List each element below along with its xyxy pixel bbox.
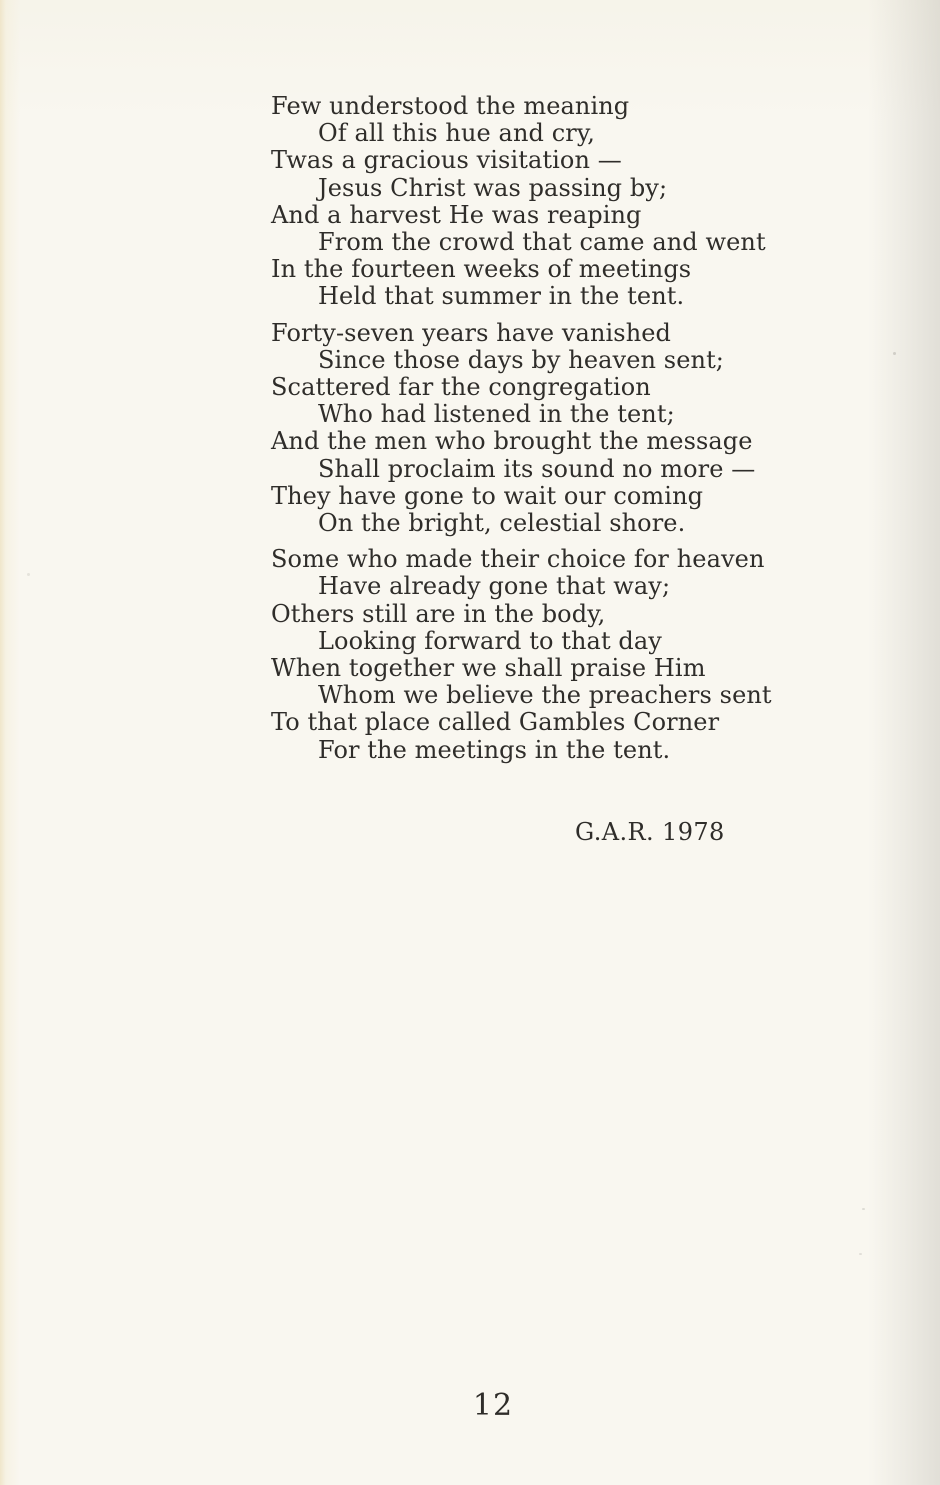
poem-line: Held that summer in the tent. bbox=[318, 282, 685, 311]
poem bbox=[271, 93, 772, 773]
stanza bbox=[271, 320, 772, 538]
poem-line: On the bright, celestial shore. bbox=[318, 509, 686, 538]
scan-speck bbox=[862, 1208, 865, 1210]
scan-speck bbox=[893, 352, 896, 355]
poem-line: Scattered far the congregation bbox=[271, 373, 651, 402]
poem-line: Shall proclaim its sound no more — bbox=[318, 454, 756, 483]
poem-line: They have gone to wait our coming bbox=[271, 481, 704, 510]
scan-speck bbox=[859, 1253, 862, 1255]
poem-line: Whom we believe the preachers sent bbox=[318, 681, 772, 710]
attribution: G.A.R. 1978 bbox=[575, 818, 725, 846]
scan-speck bbox=[27, 573, 30, 576]
stanza bbox=[271, 93, 772, 311]
poem-line: Others still are in the body, bbox=[271, 599, 606, 628]
stanza bbox=[271, 546, 772, 764]
poem-line: Some who made their choice for heaven bbox=[271, 545, 765, 574]
poem-line: And a harvest He was reaping bbox=[271, 200, 642, 229]
poem-line: Who had listened in the tent; bbox=[318, 400, 675, 429]
poem-line: To that place called Gambles Corner bbox=[271, 708, 720, 737]
poem-line: From the crowd that came and went bbox=[318, 228, 766, 257]
poem-line: Have already gone that way; bbox=[318, 572, 671, 601]
poem-line: Looking forward to that day bbox=[318, 626, 662, 655]
poem-line: Forty-seven years have vanished bbox=[271, 318, 672, 347]
poem-line: And the men who brought the message bbox=[271, 427, 753, 456]
poem-line: Few understood the meaning bbox=[271, 92, 630, 120]
poem-line: Twas a gracious visitation — bbox=[271, 146, 622, 175]
poem-line: Of all this hue and cry, bbox=[318, 119, 596, 148]
poem-line: Jesus Christ was passing by; bbox=[318, 173, 668, 202]
poem-line: In the fourteen weeks of meetings bbox=[271, 255, 692, 284]
poem-line: For the meetings in the tent. bbox=[318, 735, 671, 764]
poem-line: When together we shall praise Him bbox=[271, 654, 706, 683]
page-number: 12 bbox=[472, 1388, 514, 1423]
poem-line: Since those days by heaven sent; bbox=[318, 345, 724, 374]
